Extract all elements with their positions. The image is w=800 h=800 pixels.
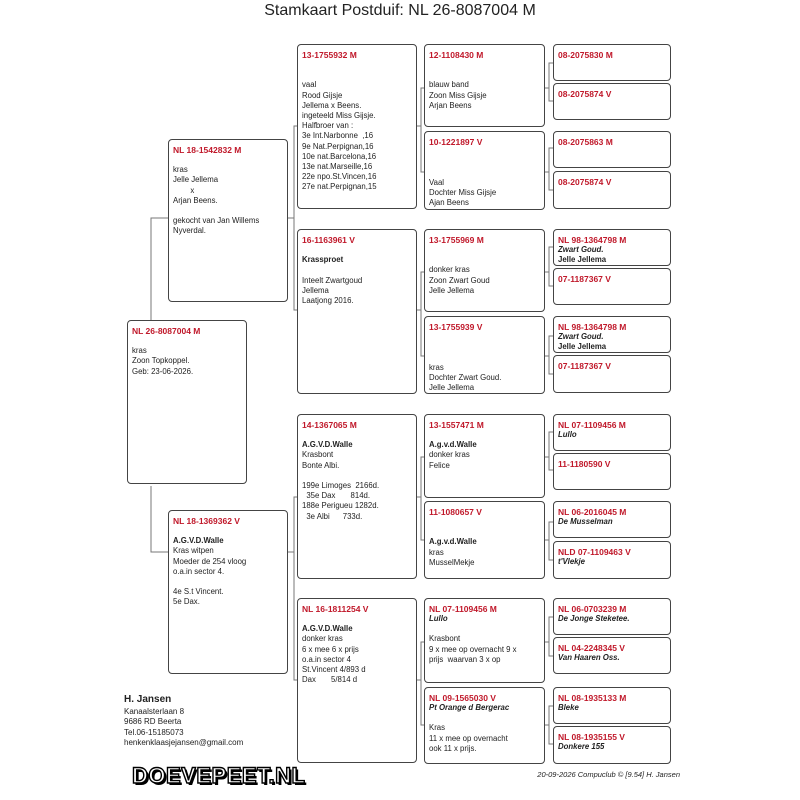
description-line [429, 527, 542, 537]
ring-number: 12-1108430 M [429, 50, 484, 60]
description-line [429, 157, 542, 167]
description-line: MusselMekje [429, 557, 475, 567]
description-line: Bonte Albi. [302, 460, 340, 470]
description-line: kras [173, 165, 188, 175]
ring-number: 07-1187367 V [558, 274, 611, 284]
ring-number: NL 06-0703239 M [558, 604, 627, 614]
description-line: Moeder de 254 vloog [173, 556, 247, 566]
ring-number: NL 07-1109456 M [558, 420, 626, 430]
description-line: Zwart Goud. [558, 245, 604, 254]
description-line: 35e Dax 814d. [302, 491, 371, 501]
description-line: ook 11 x prijs. [429, 743, 477, 753]
description-line: St.Vincent 4/893 d [302, 665, 366, 674]
description-line: Dochter Zwart Goud. [429, 372, 502, 382]
description-line: Kras witpen [173, 546, 214, 556]
bird-description [558, 653, 668, 663]
owner-phone: Tel.06-15185073 [124, 727, 184, 737]
description-line [429, 342, 542, 352]
bird-description [132, 336, 244, 377]
description-line: 6 x mee 6 x prijs [302, 644, 359, 654]
description-line: 9 x mee op overnacht 9 x [429, 644, 517, 654]
pedigree-box-g4b [553, 83, 671, 120]
ring-number: NL 08-1935155 V [558, 732, 625, 742]
description-line [173, 206, 285, 216]
description-line: gekocht van Jan Willems [173, 216, 260, 226]
description-line: Lullo [429, 614, 448, 623]
description-line: Vaal [429, 177, 445, 187]
description-line: Arjan Beens. [173, 195, 218, 205]
description-line: Dax 5/814 d [302, 675, 358, 685]
description-line: Krasbont [302, 450, 334, 460]
bird-description [558, 614, 668, 624]
pedigree-box-g4l [553, 541, 671, 579]
pedigree-box-g4i [553, 414, 671, 451]
pedigree-box-g2b [297, 229, 417, 394]
bird-description [558, 703, 668, 713]
description-line: t'Vlekje [558, 557, 585, 566]
description-line: 22e npo.St.Vincen,16 [302, 172, 377, 182]
description-line [429, 70, 542, 80]
description-line: donker kras [302, 634, 343, 644]
pedigree-box-g1b [168, 510, 288, 674]
pedigree-box-g4a [553, 44, 671, 81]
ring-number: NL 26-8087004 M [132, 326, 201, 336]
description-line [429, 624, 542, 634]
pedigree-box-g3f [424, 501, 545, 579]
description-line: Dochter Miss Gijsje [429, 187, 497, 197]
bird-description [429, 147, 542, 208]
description-line: kras [429, 547, 444, 557]
description-line: kras [429, 362, 444, 372]
pedigree-box-g4o [553, 687, 671, 724]
description-line: kras [132, 346, 147, 356]
description-line [429, 713, 542, 723]
description-line [429, 430, 542, 440]
pedigree-box-g3c [424, 229, 545, 312]
owner-email: henkenklaasjejansen@gmail.com [124, 737, 244, 747]
description-line: o.a.in sector 4. [173, 566, 225, 576]
ring-number: NL 18-1369362 V [173, 516, 240, 526]
pedigree-box-g3a [424, 44, 545, 127]
description-line: donker kras [429, 450, 470, 460]
pedigree-box-g4h [553, 355, 671, 393]
ring-number: NL 06-2016045 M [558, 507, 627, 517]
description-line: 9e Nat.Perpignan,16 [302, 141, 374, 151]
description-line [302, 471, 414, 481]
description-line: De Jonge Steketee. [558, 614, 630, 623]
ring-number: 16-1163961 V [302, 235, 355, 245]
bird-description [302, 614, 414, 685]
pedigree-box-g1a [168, 139, 288, 302]
description-line [429, 167, 542, 177]
page-title: Stamkaart Postduif: NL 26-8087004 M [264, 2, 536, 19]
ring-number: 13-1557471 M [429, 420, 484, 430]
ring-number: NL 18-1542832 M [173, 145, 242, 155]
ring-number: 08-2075830 M [558, 50, 613, 60]
description-line [173, 526, 285, 536]
pedigree-box-g3d [424, 316, 545, 394]
description-line: Donkere 155 [558, 742, 605, 751]
description-line [429, 332, 542, 342]
pedigree-box-g4n [553, 637, 671, 674]
ring-number: NL 98-1364798 M [558, 322, 627, 332]
footer-text: 20-09-2026 Compuclub © [9.54] H. Jansen [537, 770, 680, 779]
description-line: vaal [302, 80, 317, 90]
description-line: Krasbont [429, 634, 461, 644]
description-line [132, 336, 244, 346]
description-line: Laatjong 2016. [302, 295, 354, 305]
description-line [429, 60, 542, 70]
ring-number: 14-1367065 M [302, 420, 357, 430]
description-line [429, 255, 542, 265]
pedigree-box-g4j [553, 453, 671, 490]
description-line: 3e Int.Narbonne ,16 [302, 131, 374, 141]
pedigree-box-g4m [553, 598, 671, 635]
bird-description [429, 60, 542, 111]
description-line: Geb: 23-06-2026. [132, 366, 194, 376]
description-line: Jellema x Beens. [302, 100, 362, 110]
ring-number: NL 09-1565030 V [429, 693, 496, 703]
description-line [302, 60, 414, 70]
description-line: Zoon Topkoppel. [132, 356, 190, 366]
description-line: Jellema [302, 285, 329, 295]
pedigree-box-g3h [424, 687, 545, 764]
description-line: prijs waarvan 3 x op [429, 654, 501, 664]
bird-description [429, 614, 542, 665]
description-line: Jelle Jellema [173, 175, 219, 185]
bird-description [302, 430, 414, 522]
bird-description [302, 245, 414, 306]
ring-number: 08-2075874 V [558, 177, 612, 187]
description-line: blauw band [429, 80, 469, 90]
description-line: A.g.v.d.Walle [429, 440, 477, 450]
description-line: Ajan Beens [429, 197, 469, 207]
description-line: De Musselman [558, 517, 613, 526]
description-line [302, 430, 414, 440]
description-line: Kras [429, 723, 446, 733]
bird-description [558, 332, 668, 352]
description-line [173, 155, 285, 165]
pedigree-box-g4c [553, 131, 671, 168]
description-line [429, 517, 542, 527]
bird-description [173, 526, 285, 608]
bird-description [429, 245, 542, 296]
pedigree-box-g2d [297, 598, 417, 763]
description-line [302, 614, 414, 624]
bird-description [302, 60, 414, 193]
pedigree-box-g0 [127, 320, 247, 484]
description-line: x [173, 185, 195, 195]
ring-number: NLD 07-1109463 V [558, 547, 631, 557]
description-line: o.a.in sector 4 [302, 654, 351, 664]
bird-description [558, 557, 668, 567]
description-line: Halfbroer van : [302, 121, 354, 131]
pedigree-box-g4d [553, 171, 671, 209]
description-line: A.g.v.d.Walle [429, 537, 477, 547]
ring-number: 13-1755939 V [429, 322, 483, 332]
description-line: donker kras [429, 265, 470, 275]
pedigree-box-g3g [424, 598, 545, 683]
description-line [302, 265, 414, 275]
pedigree-box-g4f [553, 268, 671, 305]
description-line: A.G.V.D.Walle [173, 536, 224, 546]
description-line [302, 70, 414, 80]
description-line: Jelle Jellema [558, 342, 607, 352]
watermark-logo: DOEVEPEET.NL [132, 763, 306, 788]
bird-description [429, 517, 542, 568]
owner-block [124, 695, 243, 748]
ring-number: 08-2075874 V [558, 89, 612, 99]
description-line [429, 245, 542, 255]
bird-description [558, 517, 668, 527]
bird-description [173, 155, 285, 237]
description-line: Rood Gijsje [302, 90, 343, 100]
description-line: 4e S.t Vincent. [173, 587, 224, 597]
description-line: Krassproet [302, 255, 344, 265]
ring-number: 13-1755932 M [302, 50, 357, 60]
description-line: A.G.V.D.Walle [302, 440, 353, 450]
description-line: Jelle Jellema [429, 382, 475, 392]
ring-number: NL 16-1811254 V [302, 604, 369, 614]
description-line: Nyverdal. [173, 226, 206, 236]
description-line: Felice [429, 460, 450, 470]
pedigree-box-g2a [297, 44, 417, 209]
bird-description [558, 245, 668, 265]
bird-description [558, 742, 668, 752]
pedigree-box-g4g [553, 316, 671, 353]
description-line: Van Haaren Oss. [558, 653, 620, 662]
ring-number: 13-1755969 M [429, 235, 484, 245]
description-line: Lullo [558, 430, 577, 439]
description-line: 27e nat.Perpignan,15 [302, 182, 377, 192]
description-line: 11 x mee op overnacht [429, 733, 508, 743]
description-line: 10e nat.Barcelona,16 [302, 151, 377, 161]
description-line: Jelle Jellema [429, 285, 475, 295]
pedigree-box-g4e [553, 229, 671, 266]
description-line [173, 577, 285, 587]
pedigree-box-g3b [424, 131, 545, 210]
ring-number: 11-1180590 V [558, 459, 611, 469]
description-line: 199e Limoges 2166d. [302, 480, 380, 490]
owner-name: H. Jansen [124, 694, 172, 705]
description-line: Zwart Goud. [558, 332, 604, 341]
description-line: Arjan Beens [429, 100, 472, 110]
ring-number: 10-1221897 V [429, 137, 483, 147]
bird-description [429, 703, 542, 754]
ring-number: NL 98-1364798 M [558, 235, 627, 245]
bird-description [429, 430, 542, 471]
ring-number: NL 08-1935133 M [558, 693, 627, 703]
description-line [429, 147, 542, 157]
description-line: Bleke [558, 703, 579, 712]
description-line: 13e nat.Marseille,16 [302, 162, 373, 171]
pedigree-box-g2c [297, 414, 417, 579]
description-line: Zoon Miss Gijsje [429, 90, 487, 100]
ring-number: NL 07-1109456 M [429, 604, 497, 614]
description-line: 5e Dax. [173, 597, 200, 607]
description-line: 188e Perigueu 1282d. [302, 501, 379, 511]
description-line: Inteelt Zwartgoud [302, 275, 363, 285]
ring-number: 11-1080657 V [429, 507, 482, 517]
description-line: Pt Orange d Bergerac [429, 703, 510, 712]
description-line: A.G.V.D.Walle [302, 624, 353, 634]
description-line: Jelle Jellema [558, 255, 607, 265]
description-line: Zoon Zwart Goud [429, 275, 490, 285]
description-line: 3e Albi 733d. [302, 511, 363, 521]
description-line: ingeteeld Miss Gijsje. [302, 110, 376, 120]
ring-number: NL 04-2248345 V [558, 643, 625, 653]
description-line [302, 245, 414, 255]
owner-address: Kanaalsterlaan 8 [124, 707, 185, 717]
description-line [429, 352, 542, 362]
pedigree-box-g3e [424, 414, 545, 498]
owner-postcode: 9686 RD Beerta [124, 717, 182, 727]
ring-number: 08-2075863 M [558, 137, 613, 147]
bird-description [429, 332, 542, 393]
bird-description [558, 430, 668, 440]
pedigree-box-g4p [553, 726, 671, 764]
ring-number: 07-1187367 V [558, 361, 611, 371]
pedigree-box-g4k [553, 501, 671, 538]
